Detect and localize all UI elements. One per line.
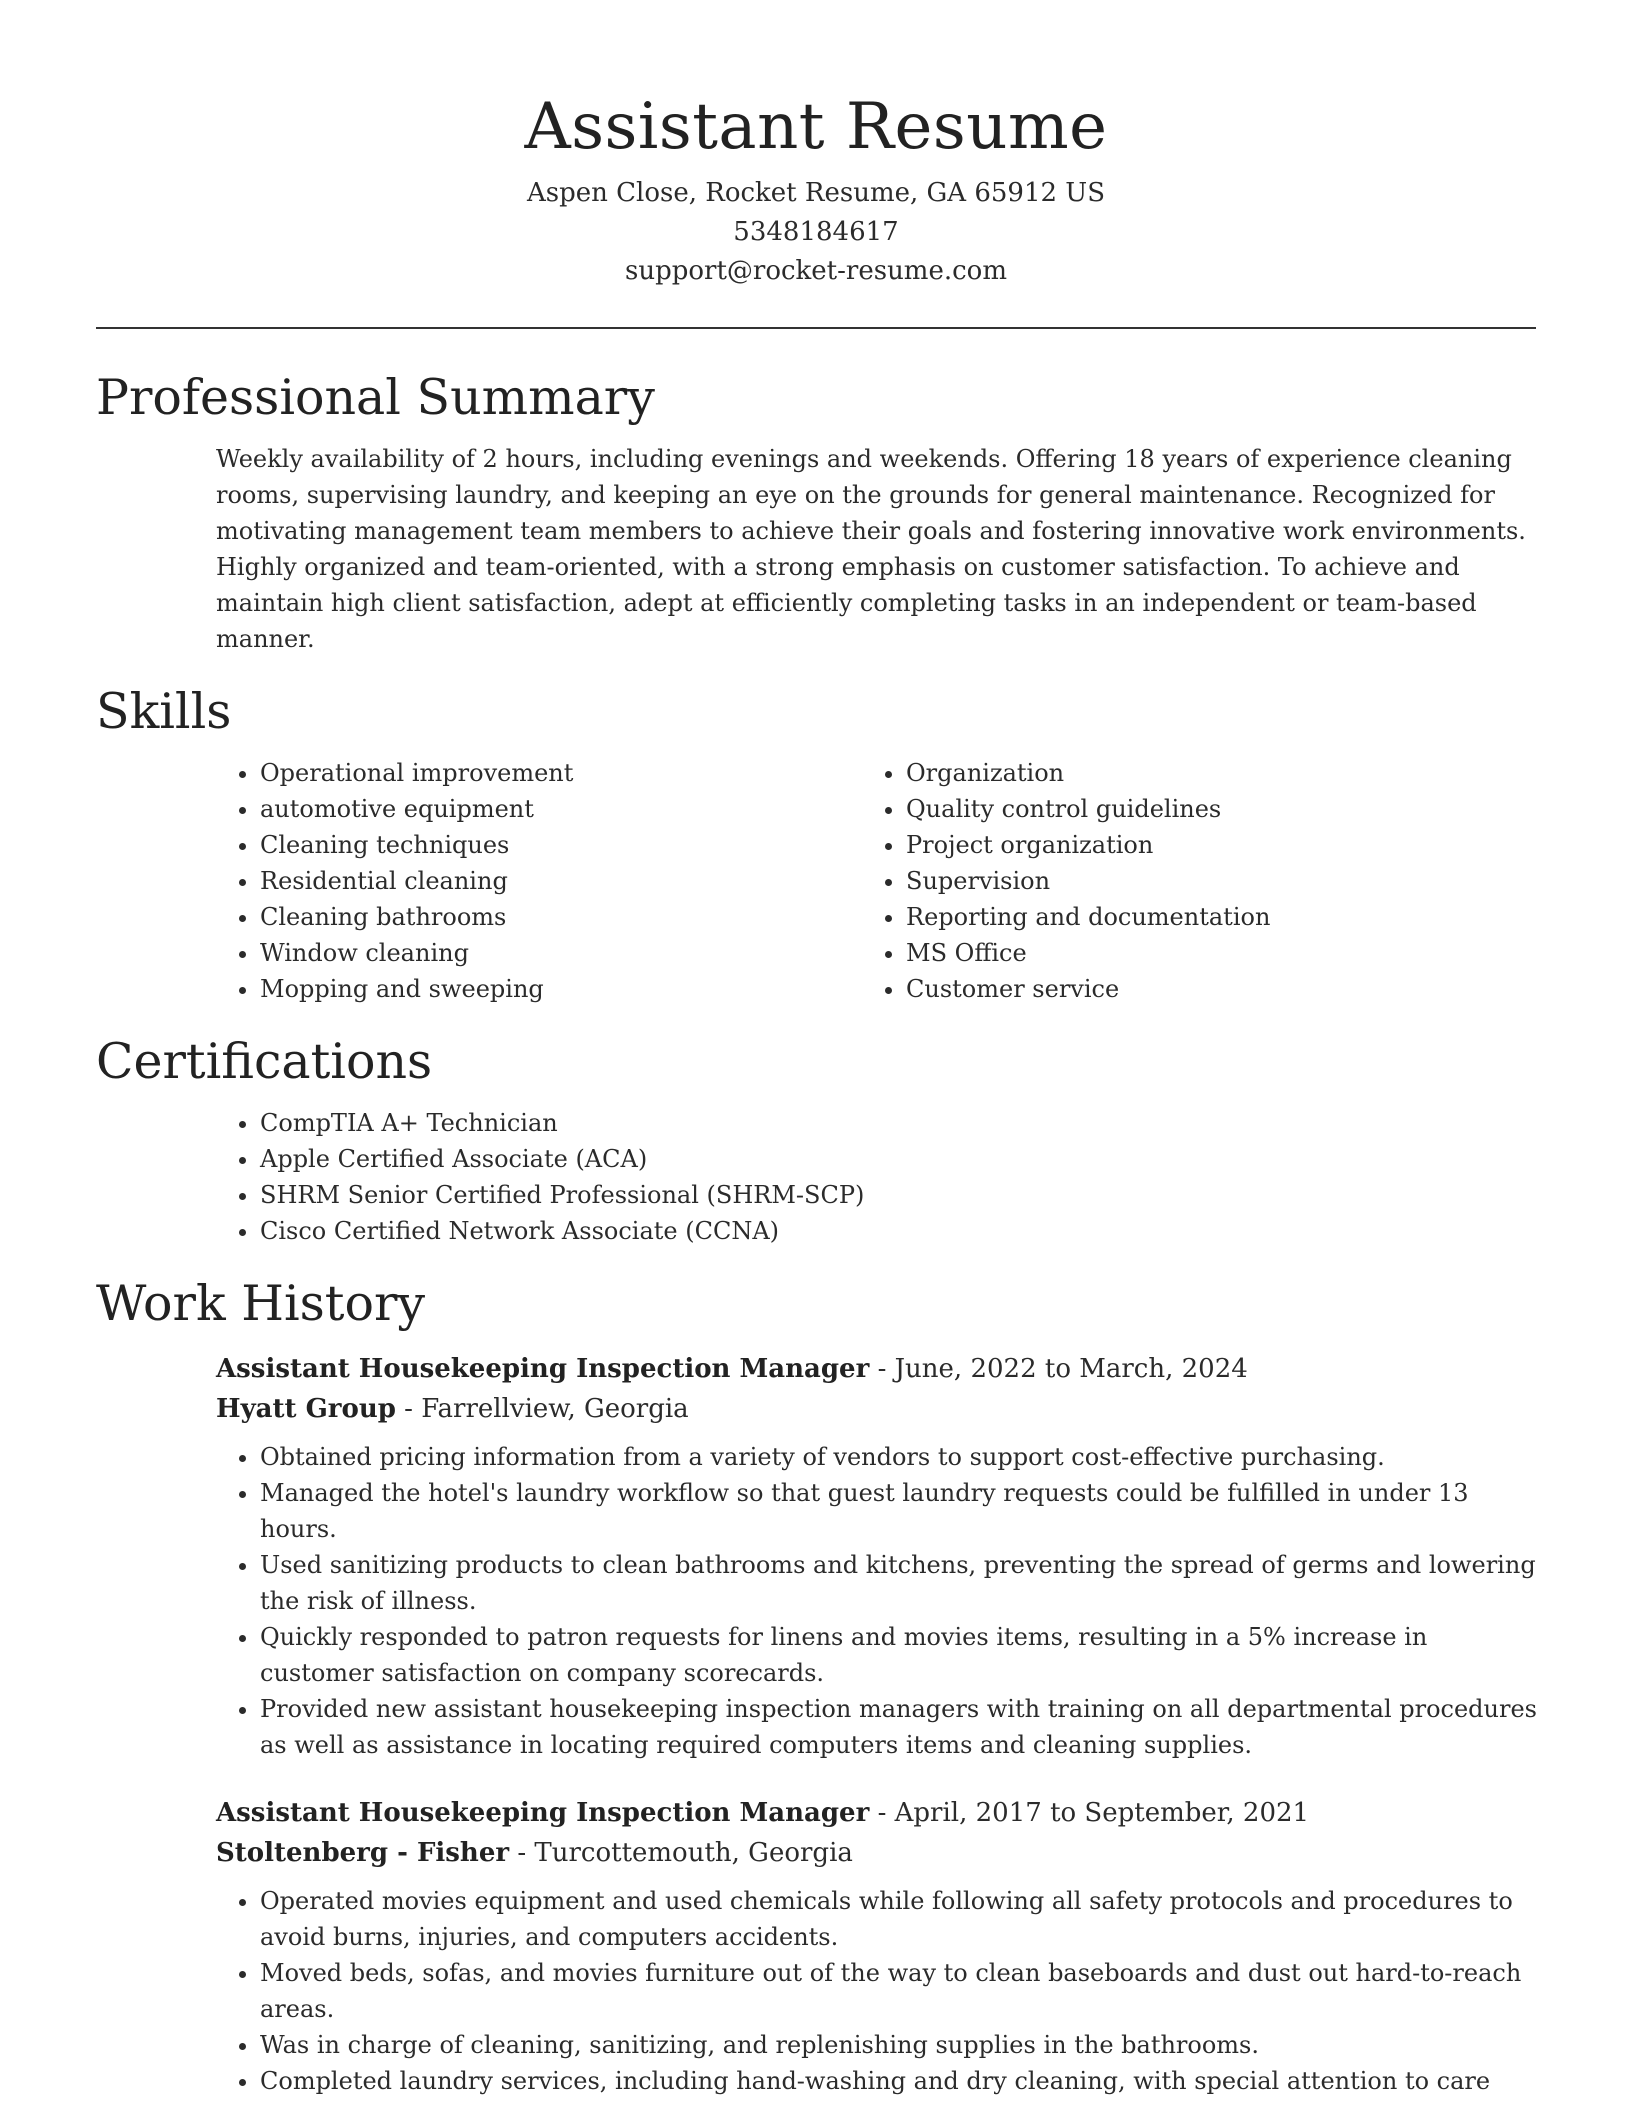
job-responsibilities (216, 1883, 1546, 2099)
job-bullet: • Moved beds, sofas, and movies furniture out of the way to clean baseboards and dust out hard-to-reach areas. (260, 1955, 1546, 2027)
skill-item: • Reporting and documentation (906, 899, 1396, 935)
certification-item: • Apple Certified Associate (ACA) (260, 1141, 1536, 1177)
certification-item: • CompTIA A+ Technician (260, 1105, 1536, 1141)
job-dates: - April, 2017 to September, 2021 (869, 1798, 1310, 1828)
job-company-line (216, 1389, 1536, 1429)
skills-column-left (96, 755, 746, 1007)
work-history-heading: Work History (96, 1275, 426, 1332)
contact-email: support@rocket-resume.com (624, 256, 1007, 286)
job-bullet: • Operated movies equipment and used chemicals while following all safety protocols and procedures to avoid burns, injuries, and computers accidents. (260, 1883, 1546, 1955)
job-bullet: • Provided new assistant housekeeping inspection managers with training on all departmental procedures as well as assistance in locating required computers items and cleaning supplies. (260, 1691, 1546, 1763)
contact-info (96, 174, 1536, 291)
job-location: - Turcottemouth, Georgia (509, 1838, 853, 1868)
summary-text: Weekly availability of 2 hours, including evenings and weekends. Offering 18 years of experience cleaning rooms, supervising laundry, and keeping an eye on the grounds for general maintenance. Recognized for motivating management team members to achieve their goals and fostering innovative work environments. Highly organized and team-oriented, with a strong emphasis on customer satisfaction. To achieve and maintain high client satisfaction, adept at efficiently completing tasks in an independent or team-based manner. (216, 445, 1526, 653)
job-bullet: • Managed the hotel's laundry workflow so that guest laundry requests could be fulfilled in under 13 hours. (260, 1475, 1546, 1547)
skill-item: • Supervision (906, 863, 1396, 899)
skills-column-right (746, 755, 1396, 1007)
skill-item: • Organization (906, 755, 1396, 791)
certification-item: • SHRM Senior Certified Professional (SHRM-SCP) (260, 1177, 1536, 1213)
header-divider (96, 327, 1536, 329)
contact-phone: 5348184617 (733, 217, 899, 247)
skill-item: • Quality control guidelines (906, 791, 1396, 827)
skills-list (96, 755, 1536, 1007)
resume-title: Assistant Resume (524, 90, 1108, 164)
certifications-heading: Certifications (96, 1033, 433, 1090)
skills-heading: Skills (96, 683, 232, 740)
certifications-list (96, 1105, 1536, 1249)
job-title-line (216, 1793, 1536, 1833)
skill-item: • Cleaning bathrooms (260, 899, 746, 935)
job-company-line (216, 1833, 1536, 1873)
skill-item: • MS Office (906, 935, 1396, 971)
job-bullet: • Obtained pricing information from a variety of vendors to support cost-effective purchasing. (260, 1439, 1546, 1475)
resume-header (96, 0, 1536, 291)
job-bullet: • Used sanitizing products to clean bathrooms and kitchens, preventing the spread of germs and lowering the risk of illness. (260, 1547, 1546, 1619)
skill-item: • Operational improvement (260, 755, 746, 791)
job-bullet: • Completed laundry services, including hand-washing and dry cleaning, with special attention to care (260, 2063, 1546, 2099)
job-bullet: • Was in charge of cleaning, sanitizing, and replenishing supplies in the bathrooms. (260, 2027, 1546, 2063)
job-company: Hyatt Group (216, 1394, 396, 1424)
skill-item: • Cleaning techniques (260, 827, 746, 863)
skill-item: • Customer service (906, 971, 1396, 1007)
skill-item: • Window cleaning (260, 935, 746, 971)
skill-item: • Residential cleaning (260, 863, 746, 899)
skill-item: • automotive equipment (260, 791, 746, 827)
job-position: Assistant Housekeeping Inspection Manager (216, 1354, 870, 1384)
skill-item: • Mopping and sweeping (260, 971, 746, 1007)
job-entry (216, 1349, 1536, 1763)
certification-item: • Cisco Certified Network Associate (CCNA) (260, 1213, 1536, 1249)
job-responsibilities (216, 1439, 1546, 1763)
contact-address: Aspen Close, Rocket Resume, GA 65912 US (526, 178, 1106, 208)
skill-item: • Project organization (906, 827, 1396, 863)
job-title-line (216, 1349, 1536, 1389)
summary-heading: Professional Summary (96, 369, 655, 426)
job-bullet: • Quickly responded to patron requests for linens and movies items, resulting in a 5% increase in customer satisfaction on company scorecards. (260, 1619, 1546, 1691)
resume-page (96, 0, 1536, 2099)
job-location: - Farrellview, Georgia (395, 1394, 689, 1424)
job-entry (216, 1793, 1536, 2099)
job-company: Stoltenberg - Fisher (216, 1838, 510, 1868)
job-dates: - June, 2022 to March, 2024 (869, 1354, 1248, 1384)
job-position: Assistant Housekeeping Inspection Manager (216, 1798, 870, 1828)
